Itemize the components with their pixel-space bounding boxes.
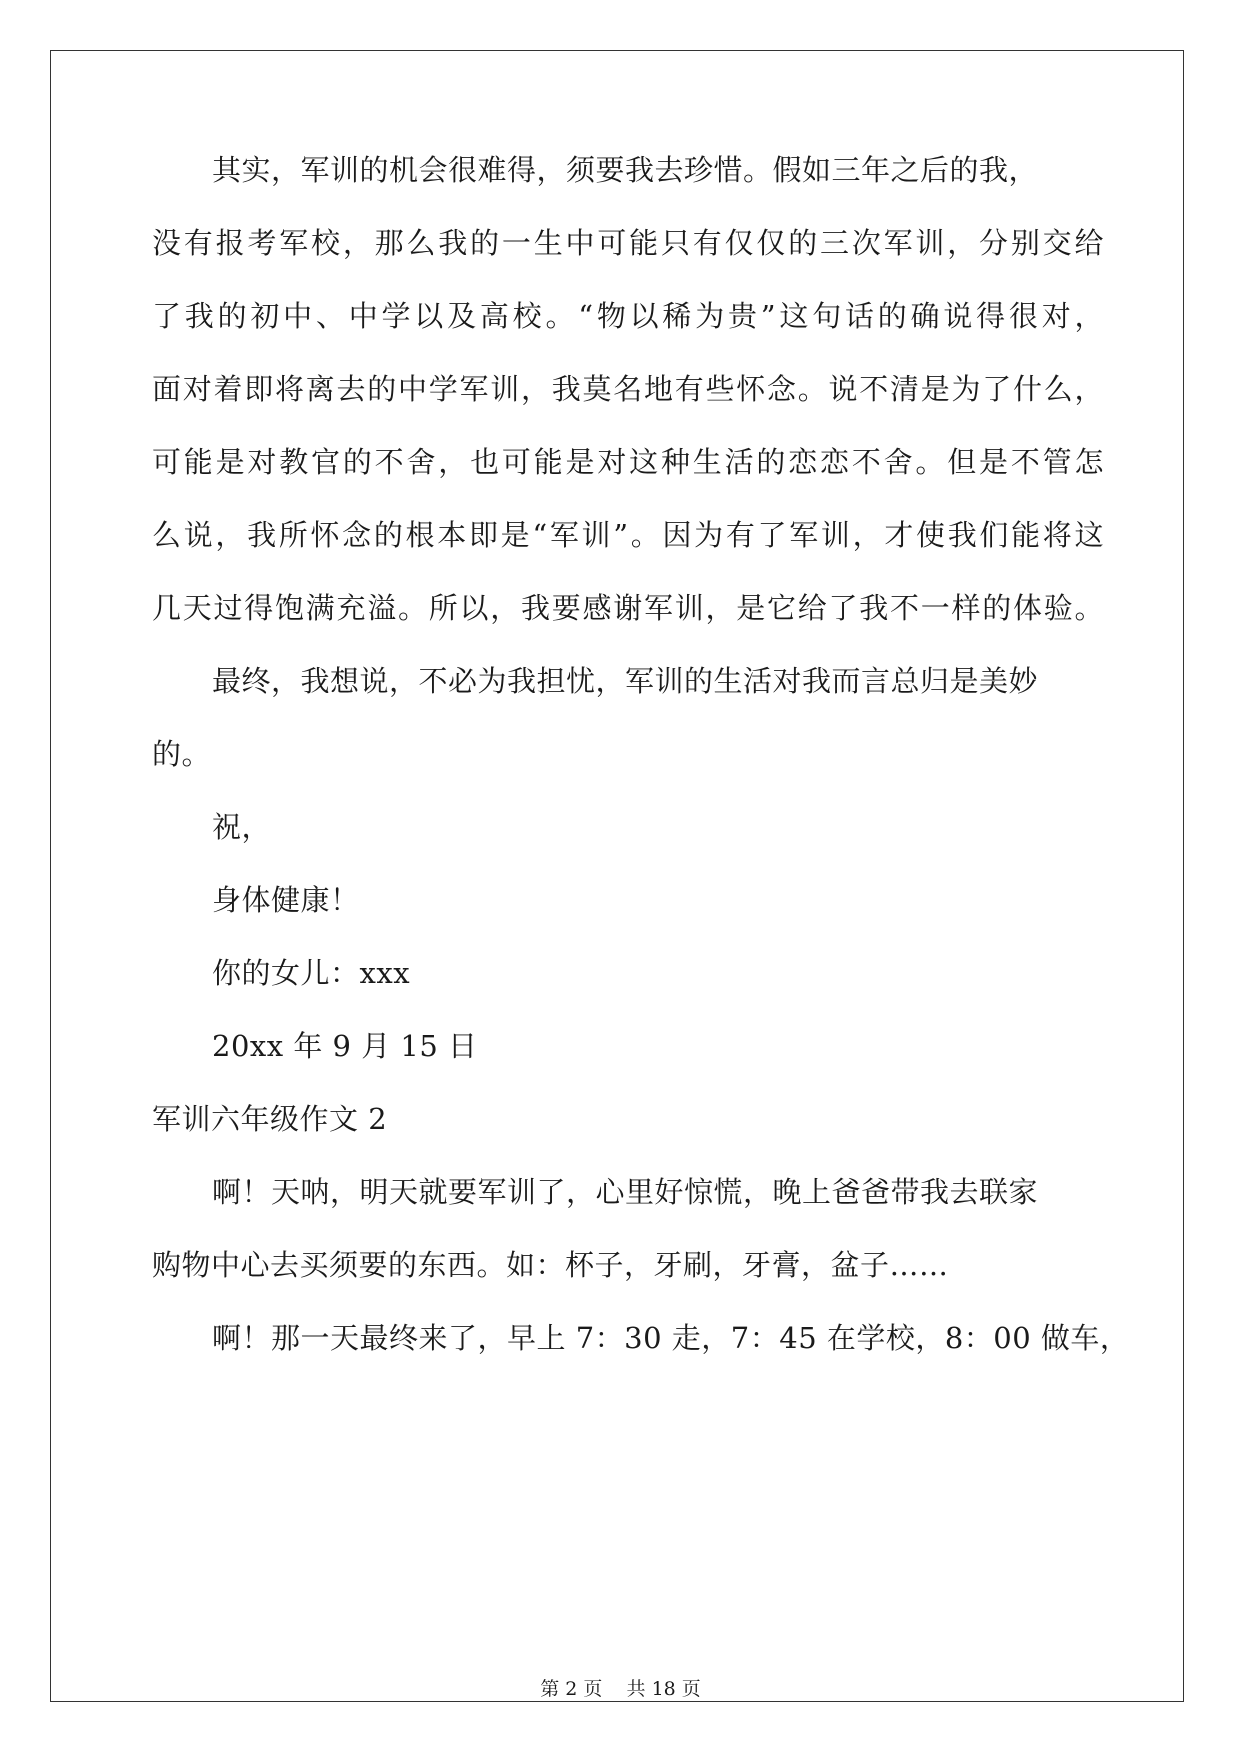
date-line: 20xx 年 9 月 15 日 [212,1029,478,1063]
greeting-line: 身体健康！ [212,883,360,917]
paragraph-line: 最终，我想说，不必为我担忧，军训的生活对我而言总归是美妙 [212,664,1039,698]
greeting-line: 祝， [212,810,272,844]
paragraph-line: 几天过得饱满充溢。所以，我要感谢军训，是它给了我不一样的体验。 [152,591,1104,625]
paragraph-line: 啊！那一天最终来了，早上 7：30 走，7：45 在学校，8：00 做车， [212,1321,1130,1355]
paragraph-line: 了我的初中、中学以及高校。“物以稀为贵”这句话的确说得很对， [152,299,1104,333]
paragraph-line: 面对着即将离去的中学军训，我莫名地有些怀念。说不清是为了什么， [152,372,1104,406]
paragraph-line: 其实，军训的机会很难得，须要我去珍惜。假如三年之后的我， [212,153,1039,187]
page-footer [0,1677,1241,1701]
section-title: 军训六年级作文 2 [152,1102,388,1136]
paragraph-line: 购物中心去买须要的东西。如：杯子，牙刷，牙膏，盆子…… [152,1248,949,1282]
paragraph-line: 啊！天呐，明天就要军训了，心里好惊慌，晚上爸爸带我去联家 [212,1175,1039,1209]
paragraph-line: 可能是对教官的不舍，也可能是对这种生活的恋恋不舍。但是不管怎 [152,445,1104,479]
paragraph-line: 么说，我所怀念的根本即是“军训”。因为有了军训，才使我们能将这 [152,518,1104,552]
page-number: 第 2 页 [540,1678,603,1700]
page-total: 共 18 页 [626,1678,701,1700]
paragraph-line: 没有报考军校，那么我的一生中可能只有仅仅的三次军训，分别交给 [152,226,1104,260]
paragraph-line: 的。 [152,737,212,771]
signature-line: 你的女儿：xxx [212,956,411,990]
